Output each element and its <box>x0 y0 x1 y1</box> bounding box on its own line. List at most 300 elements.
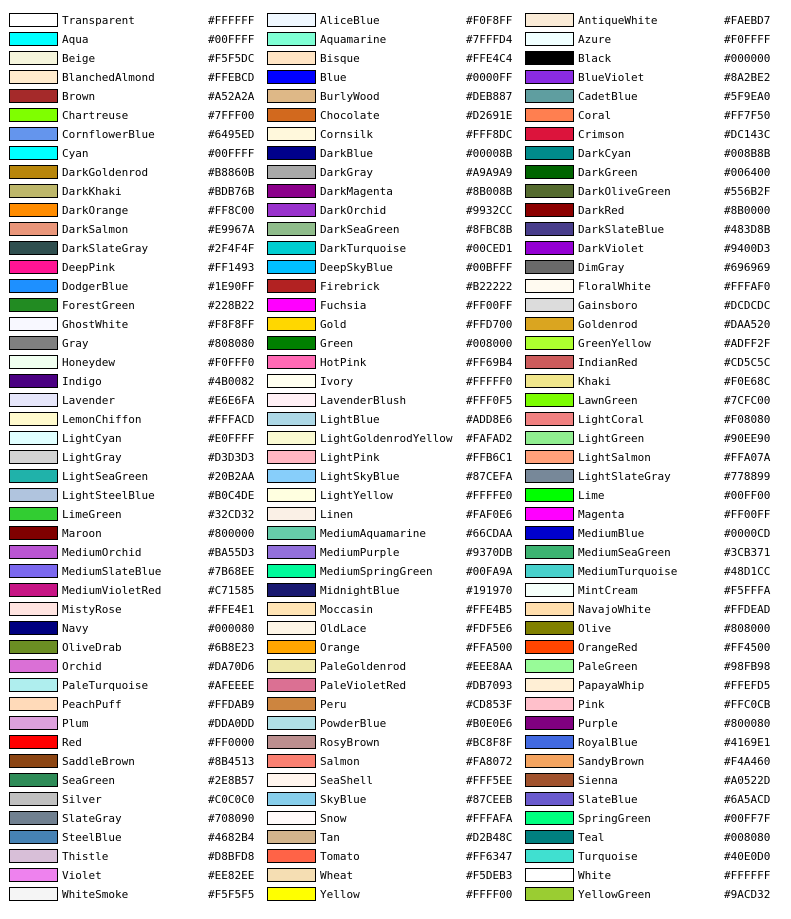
color-hex: #FF1493 <box>208 261 255 274</box>
color-swatch <box>525 184 574 198</box>
color-swatch <box>267 32 316 46</box>
color-row <box>267 278 525 297</box>
color-hex: #191970 <box>466 584 513 597</box>
color-swatch <box>525 70 574 84</box>
color-hex: #B0E0E6 <box>466 717 513 730</box>
color-row <box>525 506 783 525</box>
color-swatch <box>267 830 316 844</box>
color-hex: #9370DB <box>466 546 513 559</box>
color-hex: #DCDCDC <box>724 299 771 312</box>
color-name: Silver <box>62 793 102 806</box>
color-name: DeepSkyBlue <box>320 261 393 274</box>
color-swatch <box>267 868 316 882</box>
color-name: Azure <box>578 33 612 46</box>
color-row <box>525 658 783 677</box>
color-name: DarkGray <box>320 166 373 179</box>
color-row <box>525 316 783 335</box>
color-hex: #BDB76B <box>208 185 255 198</box>
color-row <box>525 772 783 791</box>
color-hex: #32CD32 <box>208 508 255 521</box>
color-name: Black <box>578 52 612 65</box>
color-hex: #8B4513 <box>208 755 255 768</box>
color-hex: #808000 <box>724 622 771 635</box>
color-swatch <box>9 450 58 464</box>
color-swatch <box>525 241 574 255</box>
color-swatch <box>9 830 58 844</box>
color-name: Thistle <box>62 850 109 863</box>
color-name: OliveDrab <box>62 641 122 654</box>
color-row <box>267 69 525 88</box>
color-swatch <box>525 754 574 768</box>
color-name: GhostWhite <box>62 318 129 331</box>
color-swatch <box>267 336 316 350</box>
color-row <box>525 696 783 715</box>
color-row <box>9 50 267 69</box>
color-hex: #006400 <box>724 166 771 179</box>
color-row <box>525 107 783 126</box>
color-row <box>525 468 783 487</box>
color-hex: #FFF8DC <box>466 128 513 141</box>
color-hex: #EEE8AA <box>466 660 513 673</box>
color-hex: #FFFACD <box>208 413 255 426</box>
color-swatch <box>267 165 316 179</box>
color-name: MistyRose <box>62 603 122 616</box>
color-name: Gray <box>62 337 89 350</box>
color-row <box>9 316 267 335</box>
color-name: Bisque <box>320 52 360 65</box>
color-row <box>525 31 783 50</box>
color-row <box>267 677 525 696</box>
color-hex: #A9A9A9 <box>466 166 513 179</box>
color-swatch <box>267 260 316 274</box>
color-hex: #000000 <box>724 52 771 65</box>
color-row <box>9 31 267 50</box>
color-swatch <box>525 393 574 407</box>
color-hex: #F5F5F5 <box>208 888 255 901</box>
color-name: DarkSlateGray <box>62 242 149 255</box>
color-swatch <box>9 545 58 559</box>
color-swatch <box>9 773 58 787</box>
color-hex: #FF00FF <box>724 508 771 521</box>
color-hex: #FFFFFF <box>724 869 771 882</box>
color-swatch <box>267 640 316 654</box>
color-swatch <box>9 602 58 616</box>
color-hex: #F0FFF0 <box>208 356 255 369</box>
color-row <box>525 335 783 354</box>
color-row <box>525 810 783 829</box>
color-swatch <box>9 431 58 445</box>
color-swatch <box>9 659 58 673</box>
color-row <box>9 810 267 829</box>
color-swatch <box>9 222 58 236</box>
color-row <box>525 829 783 848</box>
color-swatch <box>9 70 58 84</box>
color-name: Cyan <box>62 147 89 160</box>
color-name: Linen <box>320 508 354 521</box>
color-hex: #800080 <box>724 717 771 730</box>
color-name: LightBlue <box>320 413 380 426</box>
color-name: PeachPuff <box>62 698 122 711</box>
color-name: Sienna <box>578 774 618 787</box>
color-row <box>525 620 783 639</box>
color-hex: #F0FFFF <box>724 33 771 46</box>
color-swatch <box>9 811 58 825</box>
color-name: HotPink <box>320 356 367 369</box>
color-swatch <box>9 640 58 654</box>
color-name: Goldenrod <box>578 318 638 331</box>
color-row <box>9 544 267 563</box>
color-swatch <box>9 184 58 198</box>
color-swatch <box>267 89 316 103</box>
color-swatch <box>267 659 316 673</box>
color-hex: #48D1CC <box>724 565 771 578</box>
color-name: White <box>578 869 612 882</box>
color-name: DarkRed <box>578 204 625 217</box>
color-name: Brown <box>62 90 96 103</box>
color-row <box>9 696 267 715</box>
color-hex: #4682B4 <box>208 831 255 844</box>
color-swatch <box>9 317 58 331</box>
color-hex: #FF7F50 <box>724 109 771 122</box>
color-row <box>9 829 267 848</box>
color-hex: #FFF5EE <box>466 774 513 787</box>
color-swatch <box>9 89 58 103</box>
color-swatch <box>525 127 574 141</box>
color-name: Plum <box>62 717 89 730</box>
color-hex: #00FFFF <box>208 147 255 160</box>
color-name: SteelBlue <box>62 831 122 844</box>
color-row <box>267 791 525 810</box>
color-swatch <box>267 697 316 711</box>
color-name: Tomato <box>320 850 360 863</box>
color-row <box>267 620 525 639</box>
color-name: LemonChiffon <box>62 413 142 426</box>
color-swatch <box>267 127 316 141</box>
color-swatch <box>525 583 574 597</box>
color-row <box>525 639 783 658</box>
color-row <box>525 867 783 886</box>
color-swatch <box>525 431 574 445</box>
color-row <box>9 69 267 88</box>
color-name: MediumSlateBlue <box>62 565 162 578</box>
color-name: Orchid <box>62 660 102 673</box>
color-hex: #7CFC00 <box>724 394 771 407</box>
color-name: MediumSpringGreen <box>320 565 433 578</box>
color-name: IndianRed <box>578 356 638 369</box>
color-name: Chocolate <box>320 109 380 122</box>
color-row <box>9 867 267 886</box>
color-row <box>9 430 267 449</box>
color-hex: #CD853F <box>466 698 513 711</box>
color-row <box>9 639 267 658</box>
color-swatch <box>525 165 574 179</box>
color-swatch <box>267 298 316 312</box>
color-swatch <box>525 469 574 483</box>
color-name: LightSalmon <box>578 451 651 464</box>
color-name: ForestGreen <box>62 299 135 312</box>
color-row <box>9 487 267 506</box>
color-hex: #B0C4DE <box>208 489 255 502</box>
color-name: Blue <box>320 71 347 84</box>
color-row <box>267 335 525 354</box>
color-row <box>9 164 267 183</box>
color-name: DarkMagenta <box>320 185 393 198</box>
color-swatch <box>525 602 574 616</box>
color-swatch <box>9 260 58 274</box>
color-hex: #90EE90 <box>724 432 771 445</box>
color-hex: #FFFAFA <box>466 812 513 825</box>
color-hex: #FFF0F5 <box>466 394 513 407</box>
color-name: Honeydew <box>62 356 115 369</box>
color-name: OldLace <box>320 622 367 635</box>
color-row <box>9 582 267 601</box>
color-hex: #AFEEEE <box>208 679 255 692</box>
color-swatch <box>525 526 574 540</box>
color-name: SaddleBrown <box>62 755 135 768</box>
color-row <box>525 487 783 506</box>
color-name: GreenYellow <box>578 337 651 350</box>
color-hex: #E0FFFF <box>208 432 255 445</box>
color-name: Violet <box>62 869 102 882</box>
color-row <box>267 734 525 753</box>
color-row <box>267 696 525 715</box>
color-row <box>267 867 525 886</box>
color-hex: #0000CD <box>724 527 771 540</box>
color-name: MediumPurple <box>320 546 400 559</box>
color-swatch <box>525 868 574 882</box>
color-name: Khaki <box>578 375 612 388</box>
color-name: SandyBrown <box>578 755 645 768</box>
color-row <box>525 164 783 183</box>
color-row <box>267 772 525 791</box>
color-name: Salmon <box>320 755 360 768</box>
color-row <box>9 183 267 202</box>
color-hex: #DEB887 <box>466 90 513 103</box>
color-name: LightSkyBlue <box>320 470 400 483</box>
color-swatch <box>9 127 58 141</box>
color-swatch <box>9 412 58 426</box>
color-row <box>525 677 783 696</box>
color-row <box>9 658 267 677</box>
color-name: MediumVioletRed <box>62 584 162 597</box>
color-name: Beige <box>62 52 96 65</box>
color-swatch <box>267 583 316 597</box>
color-row <box>9 12 267 31</box>
color-name: Teal <box>578 831 605 844</box>
color-row <box>9 411 267 430</box>
color-name: LightCoral <box>578 413 645 426</box>
color-swatch <box>267 108 316 122</box>
color-hex: #FFA07A <box>724 451 771 464</box>
color-row <box>525 753 783 772</box>
color-hex: #F4A460 <box>724 755 771 768</box>
color-name: CornflowerBlue <box>62 128 155 141</box>
color-row <box>9 620 267 639</box>
color-name: SeaShell <box>320 774 373 787</box>
color-name: SpringGreen <box>578 812 651 825</box>
color-swatch <box>267 184 316 198</box>
color-row <box>267 544 525 563</box>
color-row <box>9 107 267 126</box>
color-name: Wheat <box>320 869 354 882</box>
color-row <box>267 525 525 544</box>
color-name: DarkOliveGreen <box>578 185 671 198</box>
color-row <box>525 449 783 468</box>
color-swatch <box>9 678 58 692</box>
color-name: PapayaWhip <box>578 679 645 692</box>
color-name: DarkBlue <box>320 147 373 160</box>
color-hex: #FFFFF0 <box>466 375 513 388</box>
color-name: OrangeRed <box>578 641 638 654</box>
color-swatch <box>267 678 316 692</box>
color-row <box>9 506 267 525</box>
color-hex: #40E0D0 <box>724 850 771 863</box>
color-name: PowderBlue <box>320 717 387 730</box>
color-swatch <box>267 545 316 559</box>
color-row <box>267 449 525 468</box>
color-name: DeepPink <box>62 261 115 274</box>
color-name: LavenderBlush <box>320 394 407 407</box>
color-row <box>525 791 783 810</box>
color-name: Maroon <box>62 527 102 540</box>
color-row <box>267 506 525 525</box>
color-row <box>9 392 267 411</box>
color-swatch <box>267 716 316 730</box>
color-swatch <box>9 355 58 369</box>
color-hex: #FFDAB9 <box>208 698 255 711</box>
color-row <box>9 886 267 905</box>
color-swatch <box>267 754 316 768</box>
color-swatch <box>525 887 574 901</box>
color-swatch <box>525 621 574 635</box>
color-hex: #87CEEB <box>466 793 513 806</box>
color-name: Purple <box>578 717 618 730</box>
color-row <box>267 107 525 126</box>
color-name: SlateGray <box>62 812 122 825</box>
color-hex: #7B68EE <box>208 565 255 578</box>
color-row <box>525 525 783 544</box>
color-name: RosyBrown <box>320 736 380 749</box>
color-name: Snow <box>320 812 347 825</box>
color-hex: #8B008B <box>466 185 513 198</box>
color-swatch <box>525 488 574 502</box>
color-swatch <box>9 868 58 882</box>
color-hex: #FFA500 <box>466 641 513 654</box>
color-name: DimGray <box>578 261 625 274</box>
color-name: Chartreuse <box>62 109 129 122</box>
color-name: Green <box>320 337 354 350</box>
color-row <box>267 12 525 31</box>
color-hex: #00FF7F <box>724 812 771 825</box>
color-swatch <box>267 450 316 464</box>
color-row <box>525 297 783 316</box>
color-row <box>267 240 525 259</box>
color-swatch <box>9 108 58 122</box>
color-row <box>267 145 525 164</box>
color-name: SkyBlue <box>320 793 367 806</box>
color-hex: #FFE4B5 <box>466 603 513 616</box>
color-name: Indigo <box>62 375 102 388</box>
color-name: LightGreen <box>578 432 645 445</box>
color-swatch <box>9 32 58 46</box>
color-row <box>267 392 525 411</box>
color-hex: #CD5C5C <box>724 356 771 369</box>
color-swatch <box>9 754 58 768</box>
color-swatch <box>267 203 316 217</box>
color-swatch <box>267 51 316 65</box>
color-name: Crimson <box>578 128 625 141</box>
color-row <box>525 886 783 905</box>
color-hex: #F5DEB3 <box>466 869 513 882</box>
color-hex: #E6E6FA <box>208 394 255 407</box>
color-swatch <box>9 526 58 540</box>
color-swatch <box>267 526 316 540</box>
color-name: Red <box>62 736 82 749</box>
color-name: Yellow <box>320 888 360 901</box>
color-row <box>267 715 525 734</box>
color-name: LightPink <box>320 451 380 464</box>
color-name: Tan <box>320 831 340 844</box>
color-name: LimeGreen <box>62 508 122 521</box>
color-name: Orange <box>320 641 360 654</box>
color-name: Gainsboro <box>578 299 638 312</box>
color-row <box>267 31 525 50</box>
color-swatch <box>525 260 574 274</box>
color-swatch <box>9 564 58 578</box>
color-name: SeaGreen <box>62 774 115 787</box>
color-row <box>9 354 267 373</box>
color-name: YellowGreen <box>578 888 651 901</box>
color-swatch <box>267 887 316 901</box>
color-name: DarkSlateBlue <box>578 223 665 236</box>
color-swatch <box>267 811 316 825</box>
color-hex: #F0F8FF <box>466 14 513 27</box>
color-hex: #000080 <box>208 622 255 635</box>
color-row <box>267 259 525 278</box>
color-row <box>9 848 267 867</box>
color-name: Ivory <box>320 375 354 388</box>
color-swatch <box>525 203 574 217</box>
color-hex: #BC8F8F <box>466 736 513 749</box>
color-row <box>9 449 267 468</box>
color-row <box>9 278 267 297</box>
color-hex: #00CED1 <box>466 242 513 255</box>
color-name: Fuchsia <box>320 299 367 312</box>
color-hex: #228B22 <box>208 299 255 312</box>
color-row <box>9 240 267 259</box>
color-row <box>267 126 525 145</box>
color-swatch <box>525 735 574 749</box>
color-hex: #B8860B <box>208 166 255 179</box>
color-hex: #008000 <box>466 337 513 350</box>
color-row <box>9 791 267 810</box>
color-row <box>267 354 525 373</box>
color-hex: #9400D3 <box>724 242 771 255</box>
color-row <box>525 392 783 411</box>
color-swatch <box>525 792 574 806</box>
color-row <box>525 278 783 297</box>
color-hex: #778899 <box>724 470 771 483</box>
color-row <box>9 715 267 734</box>
color-row <box>267 183 525 202</box>
color-hex: #FF00FF <box>466 299 513 312</box>
color-name: LightCyan <box>62 432 122 445</box>
color-name: MidnightBlue <box>320 584 400 597</box>
color-row <box>9 525 267 544</box>
color-hex: #DC143C <box>724 128 771 141</box>
color-hex: #696969 <box>724 261 771 274</box>
color-name: WhiteSmoke <box>62 888 129 901</box>
